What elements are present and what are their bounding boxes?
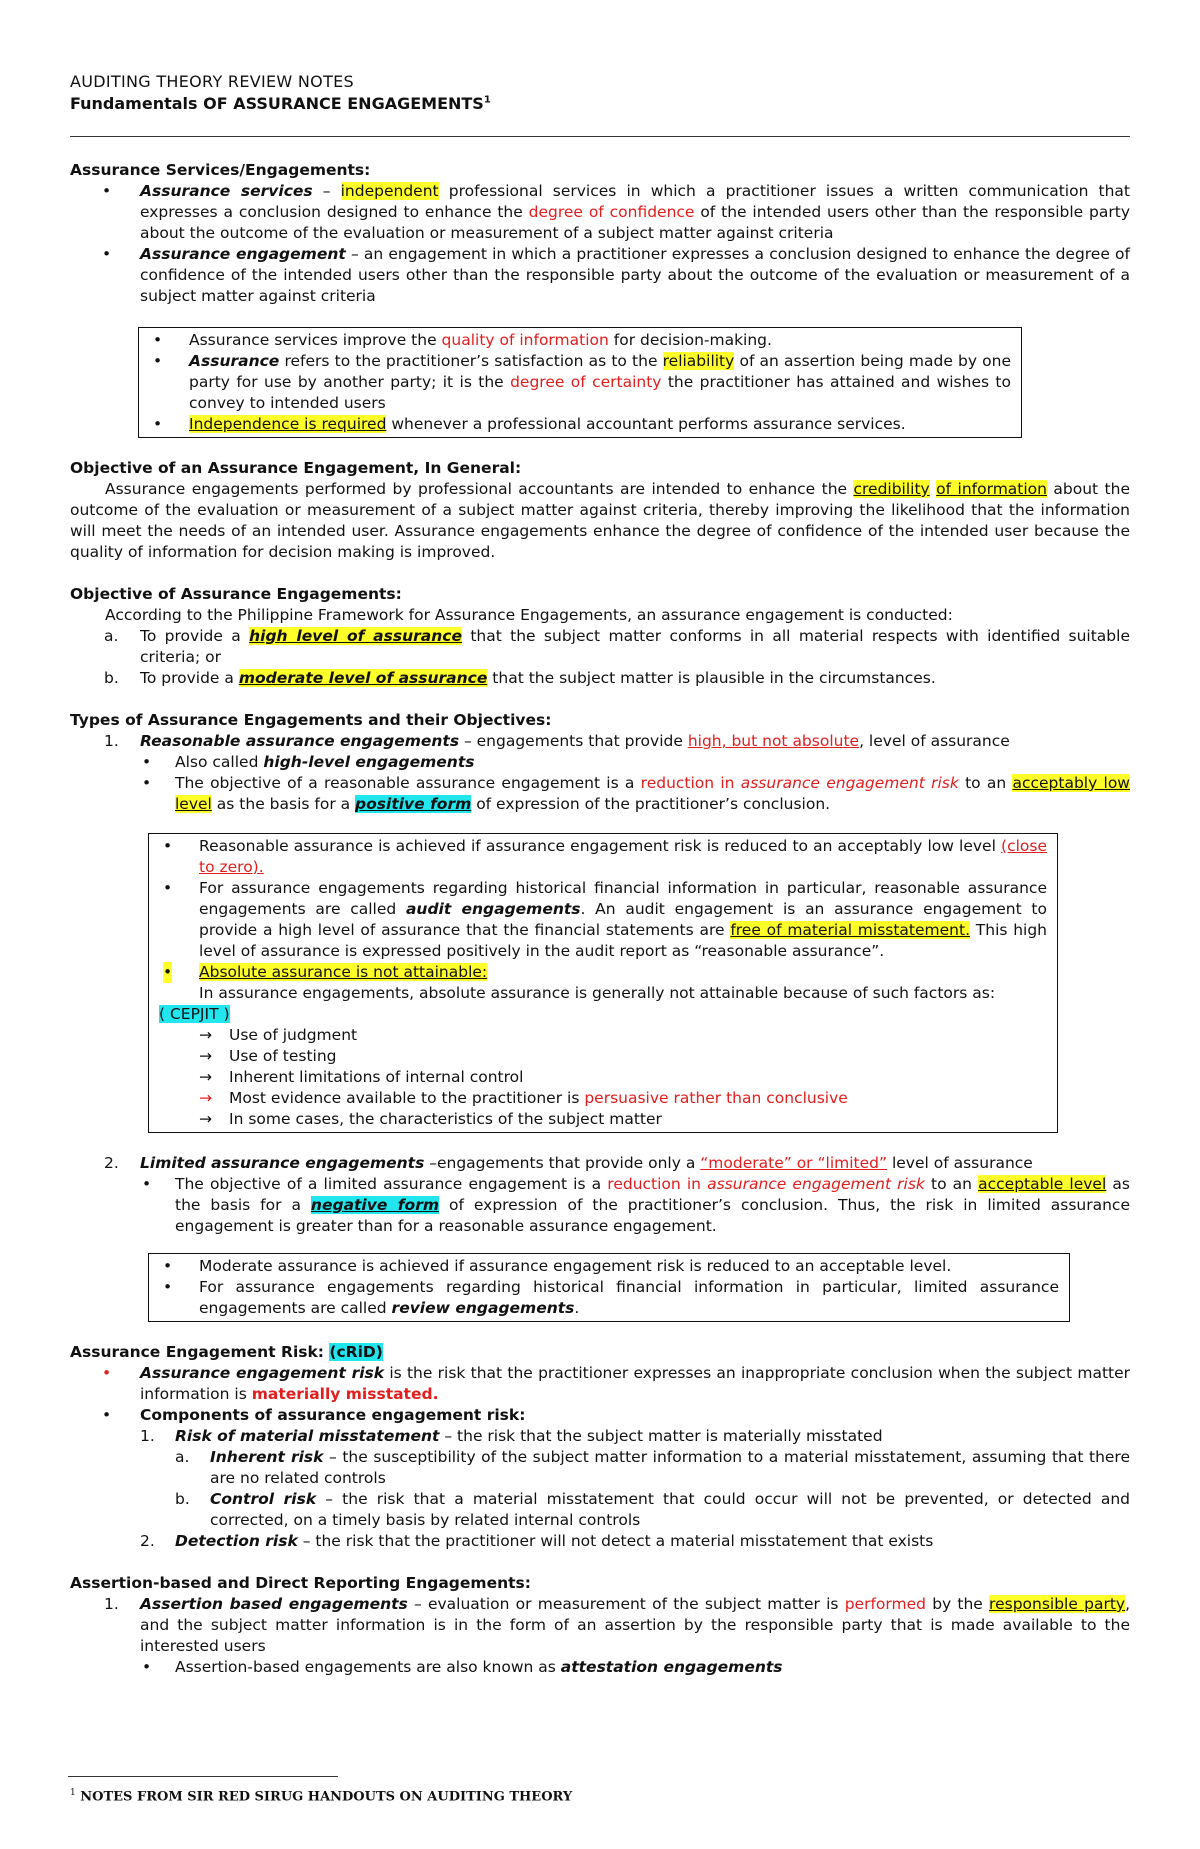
arrow-right-icon: →	[199, 1047, 212, 1065]
section-heading: Objective of an Assurance Engagement, In General:	[70, 459, 522, 477]
document-body	[70, 160, 1130, 1678]
arrow-right-icon: →	[199, 1068, 212, 1086]
arrow-right-icon: →	[199, 1026, 212, 1044]
bullet-icon: •	[163, 837, 173, 855]
section-heading: Assurance Services/Engagements:	[70, 161, 371, 179]
bullet-list	[70, 181, 1130, 307]
bullet-icon: •	[142, 753, 152, 771]
bullet-icon: •	[142, 774, 152, 792]
paragraph: Assurance engagements performed by professional accountants are intended to enhance the credibility of information about the outcome of the evaluation or measurement of a subject matter against criteria, thereby improving the likelihood that the information will meet the needs of an intended user. Assurance engagements enhance the degree of confidence of the intended user because the quality of information for decision making is improved.	[70, 480, 1130, 561]
bullet-icon: •	[102, 245, 112, 263]
bullet-icon: •	[163, 963, 173, 981]
bullet-icon: •	[153, 415, 163, 433]
numbered-list	[70, 1594, 1130, 1678]
bullet-icon: •	[142, 1658, 152, 1676]
list-item: • The objective of a limited assurance engagement is a reduction in assurance engagement risk to an acceptable level as the basis for a negative form of expression of the practitioner’s conclusion. Thus, the risk in limited assurance engagement is greater than for a reasonable assurance engagement.	[142, 1175, 1130, 1235]
list-item: 2. Limited assurance engagements –engagements that provide only a “moderate” or “limited” level of assurance	[104, 1154, 1033, 1172]
header-title: AUDITING THEORY REVIEW NOTES	[70, 72, 355, 91]
lettered-list	[70, 626, 1130, 689]
list-item: • Components of assurance engagement risk:	[102, 1406, 526, 1424]
note-box	[138, 327, 1022, 438]
bullet-icon: •	[163, 1278, 173, 1296]
list-item: • Reasonable assurance is achieved if assurance engagement risk is reduced to an acceptably low level (close to zero).	[163, 837, 1047, 876]
header-rule	[70, 136, 1130, 137]
bullet-icon: •	[142, 1175, 152, 1193]
bullet-icon: •	[163, 879, 173, 897]
bullet-icon: •	[102, 1406, 112, 1424]
list-item: • Assurance refers to the practitioner’s satisfaction as to the reliability of an assertion being made by one party for use by another party; it is the degree of certainty the practitioner has attained and wishes to convey to intended users	[153, 352, 1012, 412]
factor-item: → Most evidence available to the practitioner is persuasive rather than conclusive	[199, 1089, 848, 1107]
note-box	[148, 1253, 1070, 1322]
arrow-right-icon: →	[199, 1110, 212, 1128]
section-heading: Assurance Engagement Risk: (cRiD)	[70, 1343, 383, 1361]
list-item: a. To provide a high level of assurance that the subject matter conforms in all material respects with identified suitable criteria; or	[104, 627, 1130, 666]
paragraph: According to the Philippine Framework for Assurance Engagements, an assurance engagement is conducted:	[105, 606, 953, 624]
list-item: • Also called high-level engagements	[142, 753, 475, 771]
section-heading: Assertion-based and Direct Reporting Engagements:	[70, 1574, 531, 1592]
footnote-ref: 1	[483, 94, 491, 106]
bullet-icon: •	[153, 352, 163, 370]
factor-item: → Inherent limitations of internal control	[199, 1068, 524, 1086]
list-item: 2. Detection risk – the risk that the practitioner will not detect a material misstatement that exists	[140, 1532, 934, 1550]
bullet-icon: •	[153, 331, 163, 349]
arrow-right-icon: →	[199, 1089, 212, 1107]
bullet-icon: •	[102, 1364, 112, 1382]
list-item: 1. Assertion based engagements – evaluation or measurement of the subject matter is performed by the responsible party, and the subject matter information is in the form of an assertion by the responsible party that is made available to the interested users	[104, 1595, 1131, 1655]
list-item: • Independence is required whenever a professional accountant performs assurance services.	[153, 415, 906, 433]
header-subtitle: Fundamentals OF ASSURANCE ENGAGEMENTS$^1$	[70, 94, 491, 113]
bullet-icon: •	[163, 1257, 173, 1275]
list-item: • Assurance engagement risk is the risk that the practitioner expresses an inappropriate conclusion when the subject matter information is materially misstated.	[102, 1364, 1131, 1403]
footnote-rule	[68, 1776, 338, 1777]
list-item: • Assurance services improve the quality of information for decision-making.	[153, 331, 772, 349]
list-item: • For assurance engagements regarding historical financial information in particular, reasonable assurance engagements are called audit engagements. An audit engagement is an assurance engagement to provide a high level of assurance that the financial statements are free of material misstatement. This high level of assurance is expressed positively in the audit report as “reasonable assurance”.	[163, 879, 1048, 960]
bullet-list	[70, 1363, 1130, 1552]
mnemonic: ( CEPJIT )	[159, 1005, 230, 1023]
list-item: 1. Reasonable assurance engagements – engagements that provide high, but not absolute, level of assurance	[104, 732, 1010, 750]
factor-item: → Use of judgment	[199, 1026, 358, 1044]
factor-item: → In some cases, the characteristics of the subject matter	[199, 1110, 662, 1128]
paragraph: In assurance engagements, absolute assurance is generally not attainable because of such factors as:	[199, 984, 996, 1002]
section-heading: Objective of Assurance Engagements:	[70, 585, 402, 603]
list-item: • For assurance engagements regarding historical financial information in particular, limited assurance engagements are called review engagements.	[163, 1278, 1059, 1317]
numbered-list	[70, 1153, 1130, 1237]
footnote: $^1$ NOTES FROM SIR RED SIRUG HANDOUTS ON AUDITING THEORY	[70, 1788, 573, 1805]
note-box	[148, 833, 1058, 1133]
bullet-icon: •	[102, 182, 112, 200]
list-item: 1. Risk of material misstatement – the risk that the subject matter is materially misstated	[140, 1427, 883, 1445]
list-item: • Assertion-based engagements are also known as attestation engagements	[142, 1658, 783, 1676]
list-item: • Absolute assurance is not attainable:	[163, 963, 488, 981]
list-item: • Moderate assurance is achieved if assurance engagement risk is reduced to an acceptable level.	[163, 1257, 952, 1275]
section-heading: Types of Assurance Engagements and their Objectives:	[70, 711, 552, 729]
numbered-list	[70, 731, 1130, 815]
list-item: • The objective of a reasonable assurance engagement is a reduction in assurance engagement risk to an acceptably low level as the basis for a positive form of expression of the practitioner’s conclusion.	[142, 774, 1130, 813]
list-item: a. Inherent risk – the susceptibility of the subject matter information to a material misstatement, assuming that there are no related controls	[175, 1448, 1130, 1487]
list-item: b. Control risk – the risk that a material misstatement that could occur will not be prevented, or detected and corrected, on a timely basis by related internal controls	[175, 1490, 1130, 1529]
factor-item: → Use of testing	[199, 1047, 337, 1065]
list-item: • Assurance engagement – an engagement in which a practitioner expresses a conclusion designed to enhance the degree of confidence of the intended users other than the responsible party about the outcome of the evaluation or measurement of a subject matter against criteria	[102, 245, 1130, 305]
list-item: b. To provide a moderate level of assurance that the subject matter is plausible in the circumstances.	[104, 669, 936, 687]
list-item: • Assurance services – independent professional services in which a practitioner issues a written communication that expresses a conclusion designed to enhance the degree of confidence of the intended users other than the responsible party about the outcome of the evaluation or measurement of a subject matter against criteria	[102, 182, 1130, 242]
